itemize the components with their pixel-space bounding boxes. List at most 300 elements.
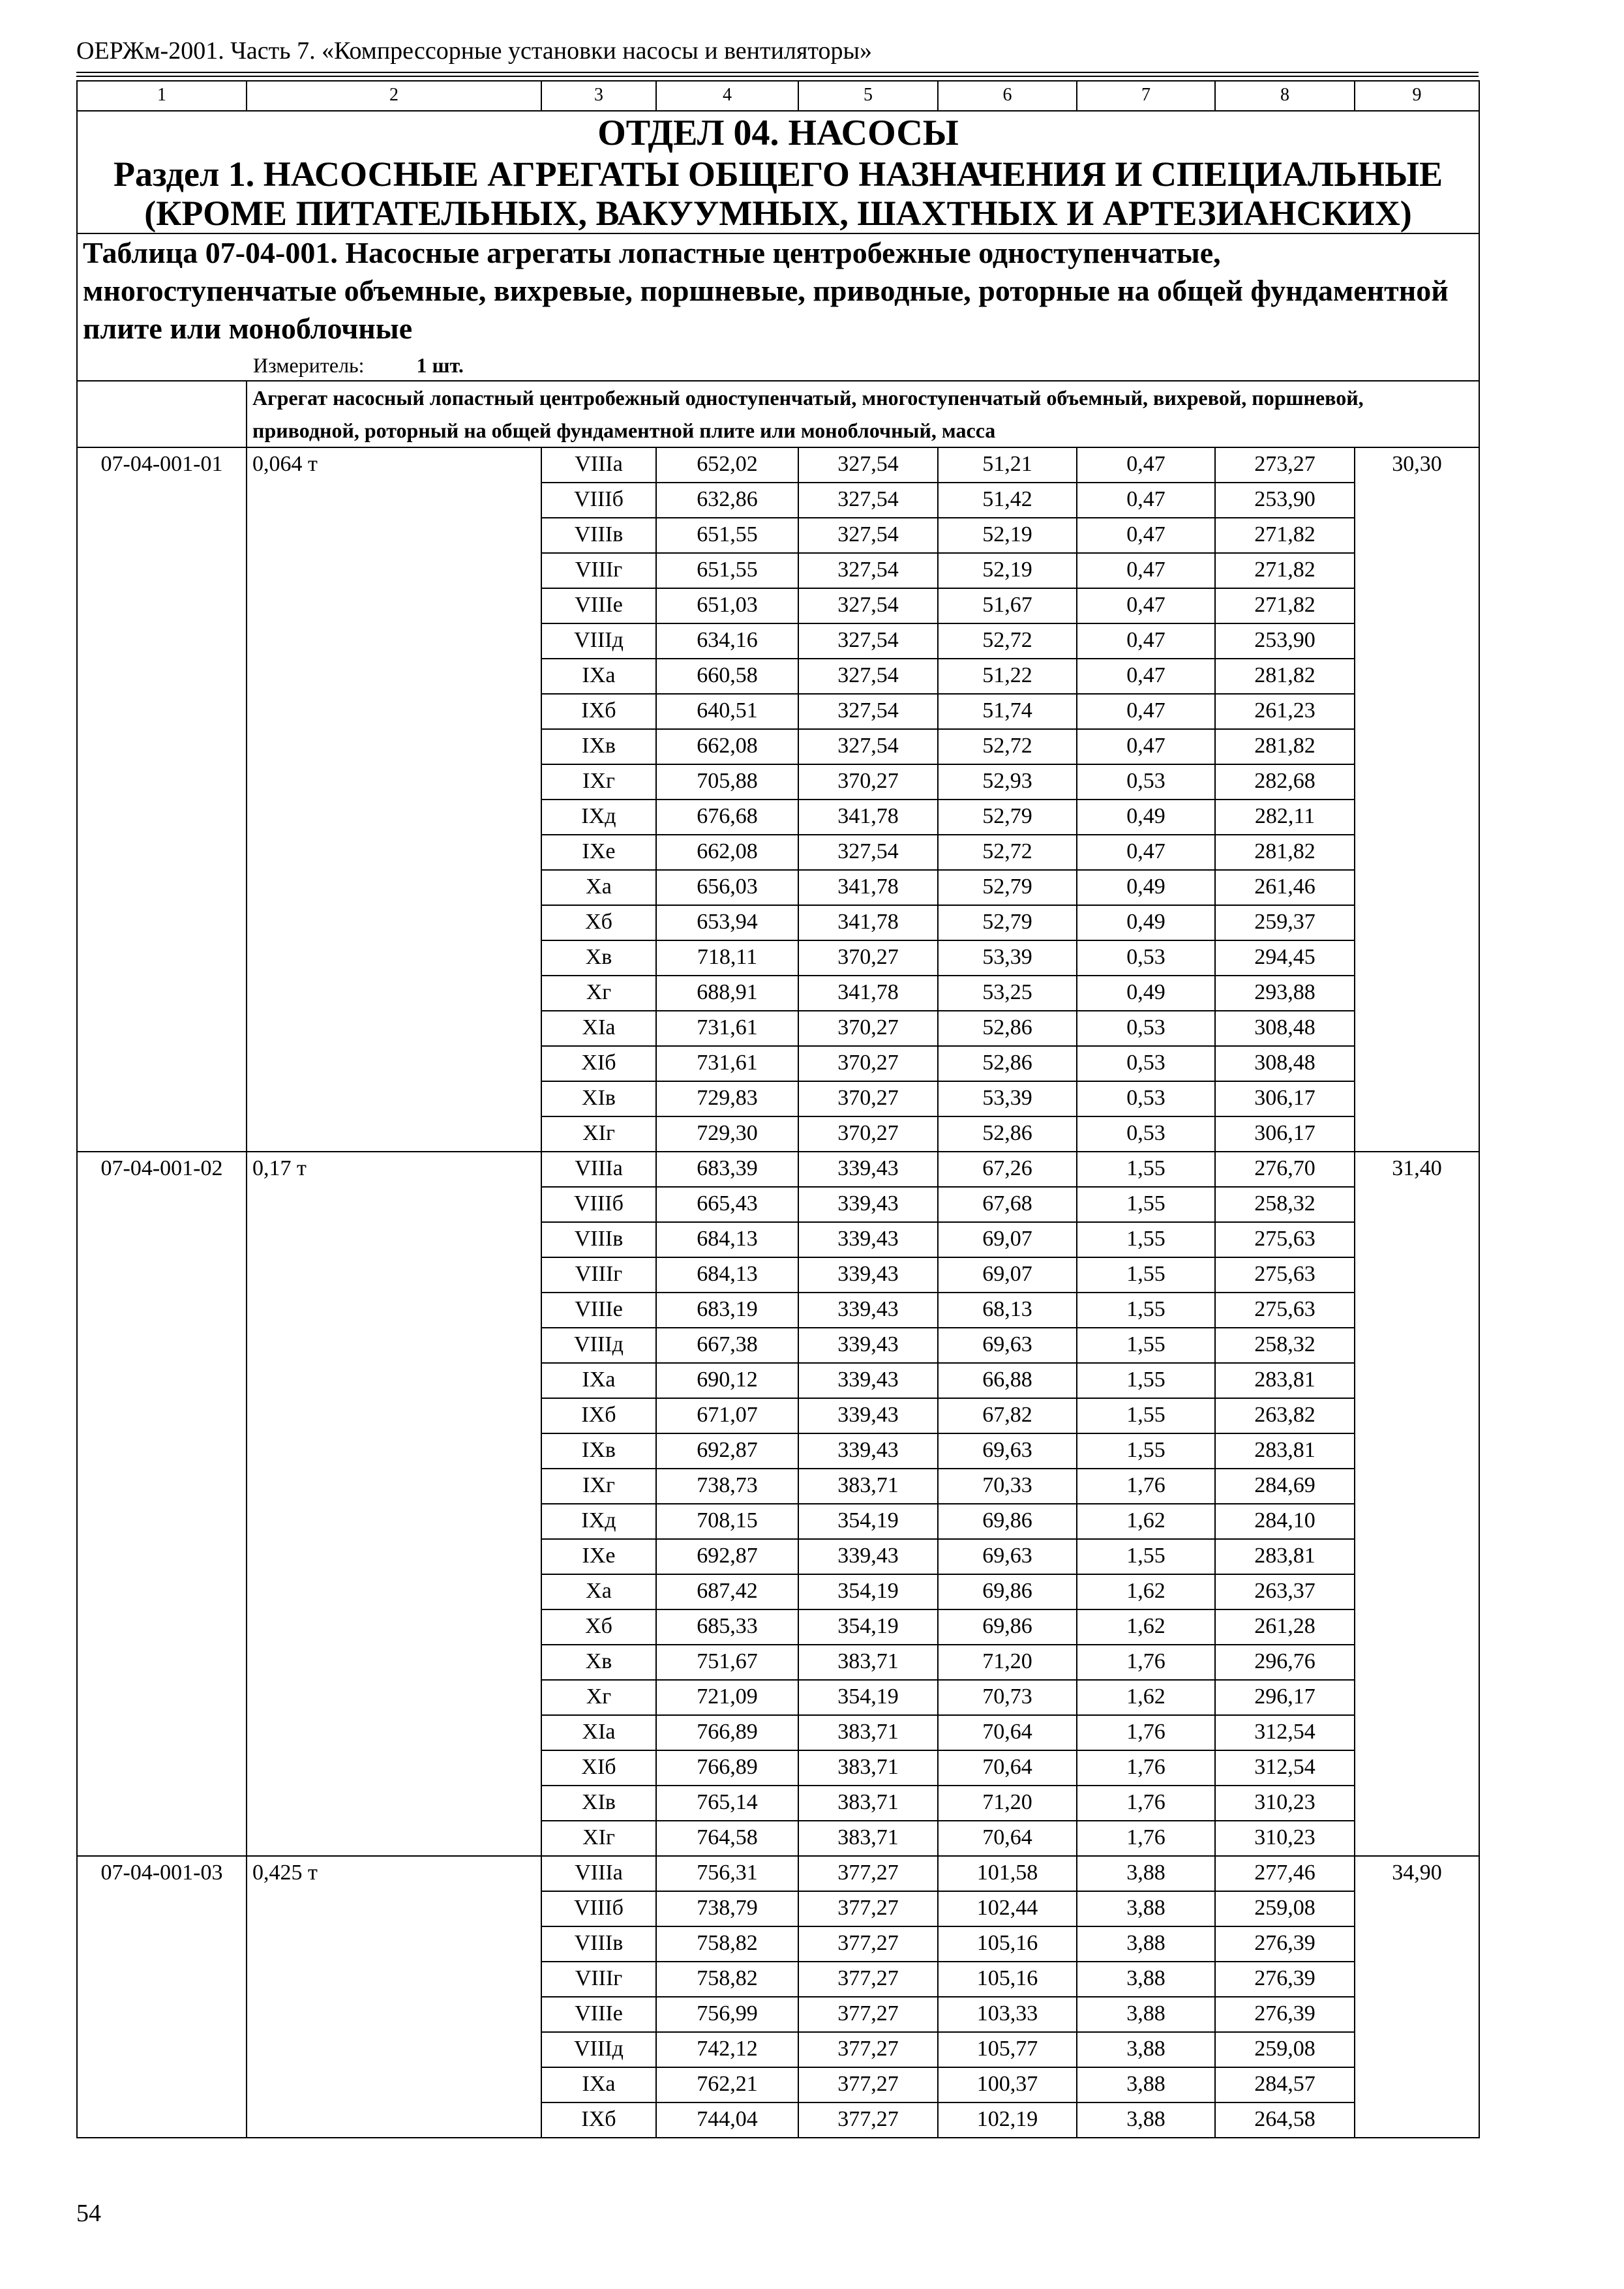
value-cell: 259,08 [1215,1891,1355,1926]
value-cell: 377,27 [798,2067,938,2102]
code-cell: 07-04-001-01 [77,447,247,1152]
value-cell: 51,42 [938,483,1077,518]
value-cell: 68,13 [938,1293,1077,1328]
value-cell: 656,03 [656,870,798,905]
value-cell: 66,88 [938,1363,1077,1398]
value-cell: 370,27 [798,764,938,800]
value-cell: 1,55 [1077,1433,1215,1469]
value-cell: 634,16 [656,623,798,659]
value-cell: 312,54 [1215,1715,1355,1750]
value-cell: 264,58 [1215,2102,1355,2138]
value-cell: 263,82 [1215,1398,1355,1433]
value-cell: 687,42 [656,1574,798,1609]
value-cell: 1,55 [1077,1152,1215,1187]
section-title-row [77,111,1479,233]
meter-label: Измеритель: [253,353,365,377]
value-cell: 105,16 [938,1926,1077,1962]
value-cell: 70,64 [938,1750,1077,1786]
value-cell: 690,12 [656,1363,798,1398]
value-cell: 744,04 [656,2102,798,2138]
value-cell: 69,07 [938,1257,1077,1293]
value-cell: 283,81 [1215,1539,1355,1574]
section-title-cell [77,111,1479,233]
value-cell: 692,87 [656,1433,798,1469]
value-cell: 705,88 [656,764,798,800]
razdel-title: Раздел 1. НАСОСНЫЕ АГРЕГАТЫ ОБЩЕГО НАЗНАЧЕНИЯ И СПЕЦИАЛЬНЫЕ (КРОМЕ ПИТАТЕЛЬНЫХ, ВАКУУМНЫХ, ШАХТНЫХ И АРТЕЗИАНСКИХ) [113,155,1443,233]
value-cell: 370,27 [798,1081,938,1116]
zone-cell: IXв [541,1433,656,1469]
zone-cell: IXд [541,1504,656,1539]
value-cell: 370,27 [798,940,938,976]
value-cell: 1,55 [1077,1222,1215,1257]
column-number: 4 [656,81,798,111]
value-cell: 729,30 [656,1116,798,1152]
value-cell: 339,43 [798,1539,938,1574]
value-cell: 731,61 [656,1046,798,1081]
table-caption: Таблица 07-04-001. Насосные агрегаты лопастные центробежные одноступенчатые, многоступенчатые объемные, вихревые, поршневые, приводные, роторные на общей фундаментной плите или моноблочные [83,236,1449,345]
zone-cell: VIIIб [541,1187,656,1222]
value-cell: 765,14 [656,1786,798,1821]
value-cell: 339,43 [798,1257,938,1293]
value-cell: 764,58 [656,1821,798,1856]
zone-cell: VIIIе [541,588,656,623]
value-cell: 3,88 [1077,1856,1215,1891]
value-cell: 284,69 [1215,1469,1355,1504]
table-caption-row [77,233,1479,381]
value-cell: 70,64 [938,1821,1077,1856]
zone-cell: VIIIв [541,1926,656,1962]
value-cell: 327,54 [798,623,938,659]
document-frame [76,80,1479,2138]
value-cell: 662,08 [656,835,798,870]
value-cell: 3,88 [1077,1997,1215,2032]
value-cell: 253,90 [1215,623,1355,659]
zone-cell: XIб [541,1046,656,1081]
col9-cell: 31,40 [1355,1152,1479,1856]
value-cell: 0,53 [1077,764,1215,800]
value-cell: 253,90 [1215,483,1355,518]
value-cell: 0,49 [1077,870,1215,905]
value-cell: 377,27 [798,1926,938,1962]
value-cell: 692,87 [656,1539,798,1574]
value-cell: 688,91 [656,976,798,1011]
value-cell: 1,55 [1077,1257,1215,1293]
value-cell: 339,43 [798,1398,938,1433]
value-cell: 52,72 [938,835,1077,870]
zone-cell: VIIIе [541,1997,656,2032]
value-cell: 3,88 [1077,2067,1215,2102]
zone-cell: VIIIв [541,518,656,553]
value-cell: 52,72 [938,623,1077,659]
value-cell: 293,88 [1215,976,1355,1011]
value-cell: 284,57 [1215,2067,1355,2102]
zone-cell: IXа [541,2067,656,2102]
value-cell: 51,22 [938,659,1077,694]
value-cell: 684,13 [656,1257,798,1293]
value-cell: 377,27 [798,1962,938,1997]
column-number: 5 [798,81,938,111]
value-cell: 261,23 [1215,694,1355,729]
value-cell: 3,88 [1077,1926,1215,1962]
value-cell: 640,51 [656,694,798,729]
value-cell: 294,45 [1215,940,1355,976]
value-cell: 308,48 [1215,1011,1355,1046]
value-cell: 67,68 [938,1187,1077,1222]
value-cell: 1,76 [1077,1715,1215,1750]
value-cell: 327,54 [798,659,938,694]
zone-cell: Xв [541,940,656,976]
zone-cell: IXг [541,1469,656,1504]
value-cell: 758,82 [656,1926,798,1962]
value-cell: 3,88 [1077,2032,1215,2067]
zone-cell: VIIIг [541,553,656,588]
value-cell: 354,19 [798,1574,938,1609]
header-rule-second [76,76,1479,77]
value-cell: 259,37 [1215,905,1355,940]
value-cell: 729,83 [656,1081,798,1116]
value-cell: 1,76 [1077,1469,1215,1504]
value-cell: 275,63 [1215,1257,1355,1293]
mass-cell: 0,064 т [247,447,541,1152]
zone-cell: VIIIе [541,1293,656,1328]
value-cell: 0,53 [1077,1081,1215,1116]
value-cell: 3,88 [1077,1891,1215,1926]
zone-cell: VIIIа [541,1856,656,1891]
value-cell: 276,39 [1215,1926,1355,1962]
value-cell: 105,77 [938,2032,1077,2067]
mass-cell: 0,17 т [247,1152,541,1856]
zone-cell: Xг [541,1680,656,1715]
value-cell: 70,64 [938,1715,1077,1750]
value-cell: 758,82 [656,1962,798,1997]
zone-cell: IXе [541,835,656,870]
value-cell: 383,71 [798,1786,938,1821]
zone-cell: XIв [541,1081,656,1116]
value-cell: 102,19 [938,2102,1077,2138]
zone-cell: XIб [541,1750,656,1786]
value-cell: 0,47 [1077,553,1215,588]
value-cell: 275,63 [1215,1293,1355,1328]
otdel-title: ОТДЕЛ 04. НАСОСЫ [597,113,959,153]
zone-cell: VIIIд [541,1328,656,1363]
value-cell: 377,27 [798,2102,938,2138]
value-cell: 283,81 [1215,1433,1355,1469]
value-cell: 282,11 [1215,800,1355,835]
value-cell: 0,53 [1077,1011,1215,1046]
value-cell: 69,63 [938,1328,1077,1363]
value-cell: 271,82 [1215,553,1355,588]
value-cell: 1,62 [1077,1574,1215,1609]
value-cell: 1,55 [1077,1398,1215,1433]
zone-cell: IXв [541,729,656,764]
code-cell: 07-04-001-03 [77,1856,247,2138]
value-cell: 354,19 [798,1504,938,1539]
group-title-row [77,381,1479,447]
zone-cell: XIг [541,1821,656,1856]
value-cell: 738,79 [656,1891,798,1926]
column-number: 2 [247,81,541,111]
value-cell: 0,53 [1077,940,1215,976]
value-cell: 377,27 [798,1856,938,1891]
value-cell: 370,27 [798,1011,938,1046]
value-cell: 370,27 [798,1046,938,1081]
value-cell: 281,82 [1215,835,1355,870]
value-cell: 327,54 [798,553,938,588]
value-cell: 67,82 [938,1398,1077,1433]
table-row [77,1152,1479,1187]
value-cell: 53,25 [938,976,1077,1011]
value-cell: 261,28 [1215,1609,1355,1645]
col9-cell: 30,30 [1355,447,1479,1152]
value-cell: 69,86 [938,1504,1077,1539]
value-cell: 632,86 [656,483,798,518]
value-cell: 0,47 [1077,835,1215,870]
value-cell: 69,86 [938,1609,1077,1645]
col9-cell: 34,90 [1355,1856,1479,2138]
value-cell: 1,62 [1077,1609,1215,1645]
value-cell: 341,78 [798,870,938,905]
value-cell: 276,70 [1215,1152,1355,1187]
value-cell: 756,99 [656,1997,798,2032]
value-cell: 271,82 [1215,518,1355,553]
value-cell: 383,71 [798,1821,938,1856]
value-cell: 52,86 [938,1046,1077,1081]
group-title-spacer [77,381,247,447]
value-cell: 676,68 [656,800,798,835]
zone-cell: IXг [541,764,656,800]
value-cell: 377,27 [798,2032,938,2067]
zone-cell: Xа [541,870,656,905]
zone-cell: IXб [541,2102,656,2138]
value-cell: 0,47 [1077,623,1215,659]
zone-cell: XIв [541,1786,656,1821]
zone-cell: IXа [541,659,656,694]
value-cell: 341,78 [798,800,938,835]
zone-cell: IXб [541,1398,656,1433]
value-cell: 684,13 [656,1222,798,1257]
value-cell: 0,53 [1077,1116,1215,1152]
value-cell: 53,39 [938,1081,1077,1116]
value-cell: 1,55 [1077,1293,1215,1328]
value-cell: 51,67 [938,588,1077,623]
value-cell: 261,46 [1215,870,1355,905]
value-cell: 766,89 [656,1715,798,1750]
value-cell: 52,86 [938,1116,1077,1152]
value-cell: 276,39 [1215,1962,1355,1997]
zone-cell: VIIIг [541,1962,656,1997]
value-cell: 282,68 [1215,764,1355,800]
value-cell: 69,63 [938,1433,1077,1469]
value-cell: 1,76 [1077,1750,1215,1786]
value-cell: 277,46 [1215,1856,1355,1891]
value-cell: 665,43 [656,1187,798,1222]
value-cell: 652,02 [656,447,798,483]
value-cell: 70,73 [938,1680,1077,1715]
value-cell: 53,39 [938,940,1077,976]
value-cell: 377,27 [798,1891,938,1926]
value-cell: 339,43 [798,1152,938,1187]
table-body [77,81,1479,2138]
value-cell: 306,17 [1215,1116,1355,1152]
value-cell: 52,72 [938,729,1077,764]
value-cell: 339,43 [798,1222,938,1257]
zone-cell: IXа [541,1363,656,1398]
value-cell: 52,19 [938,518,1077,553]
value-cell: 1,55 [1077,1539,1215,1574]
value-cell: 283,81 [1215,1363,1355,1398]
mass-cell: 0,425 т [247,1856,541,2138]
value-cell: 327,54 [798,694,938,729]
value-cell: 0,47 [1077,483,1215,518]
value-cell: 339,43 [798,1363,938,1398]
zone-cell: IXе [541,1539,656,1574]
value-cell: 273,27 [1215,447,1355,483]
value-cell: 0,47 [1077,588,1215,623]
value-cell: 370,27 [798,1116,938,1152]
value-cell: 0,47 [1077,729,1215,764]
value-cell: 327,54 [798,483,938,518]
zone-cell: VIIIа [541,447,656,483]
value-cell: 651,55 [656,518,798,553]
zone-cell: VIIIа [541,1152,656,1187]
value-cell: 69,63 [938,1539,1077,1574]
value-cell: 1,55 [1077,1187,1215,1222]
value-cell: 1,76 [1077,1645,1215,1680]
value-cell: 377,27 [798,1997,938,2032]
value-cell: 3,88 [1077,1962,1215,1997]
value-cell: 383,71 [798,1469,938,1504]
value-cell: 312,54 [1215,1750,1355,1786]
zone-cell: VIIIг [541,1257,656,1293]
value-cell: 1,55 [1077,1328,1215,1363]
value-cell: 306,17 [1215,1081,1355,1116]
value-cell: 1,76 [1077,1786,1215,1821]
zone-cell: Xв [541,1645,656,1680]
value-cell: 662,08 [656,729,798,764]
value-cell: 70,33 [938,1469,1077,1504]
value-cell: 103,33 [938,1997,1077,2032]
value-cell: 667,38 [656,1328,798,1363]
table-row [77,447,1479,483]
value-cell: 651,55 [656,553,798,588]
value-cell: 0,47 [1077,447,1215,483]
value-cell: 296,76 [1215,1645,1355,1680]
value-cell: 310,23 [1215,1821,1355,1856]
running-header: ОЕРЖм-2001. Часть 7. «Компрессорные установки насосы и вентиляторы» [76,37,873,65]
zone-cell: VIIIб [541,483,656,518]
value-cell: 0,53 [1077,1046,1215,1081]
value-cell: 383,71 [798,1750,938,1786]
page-number: 54 [76,2200,101,2227]
value-cell: 69,86 [938,1574,1077,1609]
value-cell: 341,78 [798,976,938,1011]
value-cell: 651,03 [656,588,798,623]
value-cell: 271,82 [1215,588,1355,623]
value-cell: 0,47 [1077,659,1215,694]
value-cell: 354,19 [798,1609,938,1645]
zone-cell: VIIIд [541,2032,656,2067]
value-cell: 0,49 [1077,905,1215,940]
code-cell: 07-04-001-02 [77,1152,247,1856]
zone-cell: IXб [541,694,656,729]
value-cell: 258,32 [1215,1328,1355,1363]
column-number-row [77,81,1479,111]
value-cell: 258,32 [1215,1187,1355,1222]
value-cell: 660,58 [656,659,798,694]
zone-cell: XIа [541,1715,656,1750]
value-cell: 327,54 [798,729,938,764]
value-cell: 383,71 [798,1645,938,1680]
zone-cell: XIа [541,1011,656,1046]
value-cell: 105,16 [938,1962,1077,1997]
column-number: 6 [938,81,1077,111]
value-cell: 284,10 [1215,1504,1355,1539]
value-cell: 281,82 [1215,659,1355,694]
zone-cell: XIг [541,1116,656,1152]
zone-cell: VIIIд [541,623,656,659]
zone-cell: VIIIб [541,1891,656,1926]
zone-cell: Xб [541,905,656,940]
value-cell: 718,11 [656,940,798,976]
value-cell: 339,43 [798,1433,938,1469]
value-cell: 766,89 [656,1750,798,1786]
zone-cell: Xа [541,1574,656,1609]
value-cell: 52,86 [938,1011,1077,1046]
value-cell: 310,23 [1215,1786,1355,1821]
table-caption-cell [77,233,1479,381]
value-cell: 51,74 [938,694,1077,729]
column-number: 7 [1077,81,1215,111]
value-cell: 67,26 [938,1152,1077,1187]
column-number: 8 [1215,81,1355,111]
value-cell: 762,21 [656,2067,798,2102]
zone-cell: IXд [541,800,656,835]
value-cell: 671,07 [656,1398,798,1433]
value-cell: 683,39 [656,1152,798,1187]
value-cell: 354,19 [798,1680,938,1715]
value-cell: 327,54 [798,518,938,553]
value-cell: 383,71 [798,1715,938,1750]
value-cell: 685,33 [656,1609,798,1645]
value-cell: 731,61 [656,1011,798,1046]
value-cell: 296,17 [1215,1680,1355,1715]
group-title: Агрегат насосный лопастный центробежный одноступенчатый, многоступенчатый объемный, вихревой, поршневой, приводной, роторный на общей фундаментной плите или моноблочный, масса [247,381,1479,447]
value-cell: 1,62 [1077,1680,1215,1715]
value-cell: 52,79 [938,870,1077,905]
column-number: 3 [541,81,656,111]
value-cell: 308,48 [1215,1046,1355,1081]
value-cell: 653,94 [656,905,798,940]
value-cell: 1,76 [1077,1821,1215,1856]
value-cell: 708,15 [656,1504,798,1539]
value-cell: 69,07 [938,1222,1077,1257]
meter-line [83,350,1473,380]
column-number: 9 [1355,81,1479,111]
value-cell: 101,58 [938,1856,1077,1891]
value-cell: 51,21 [938,447,1077,483]
value-cell: 259,08 [1215,2032,1355,2067]
value-cell: 100,37 [938,2067,1077,2102]
value-cell: 71,20 [938,1786,1077,1821]
value-cell: 52,79 [938,800,1077,835]
value-cell: 339,43 [798,1293,938,1328]
value-cell: 1,55 [1077,1363,1215,1398]
value-cell: 52,19 [938,553,1077,588]
value-cell: 3,88 [1077,2102,1215,2138]
value-cell: 0,47 [1077,694,1215,729]
value-cell: 71,20 [938,1645,1077,1680]
column-number: 1 [77,81,247,111]
